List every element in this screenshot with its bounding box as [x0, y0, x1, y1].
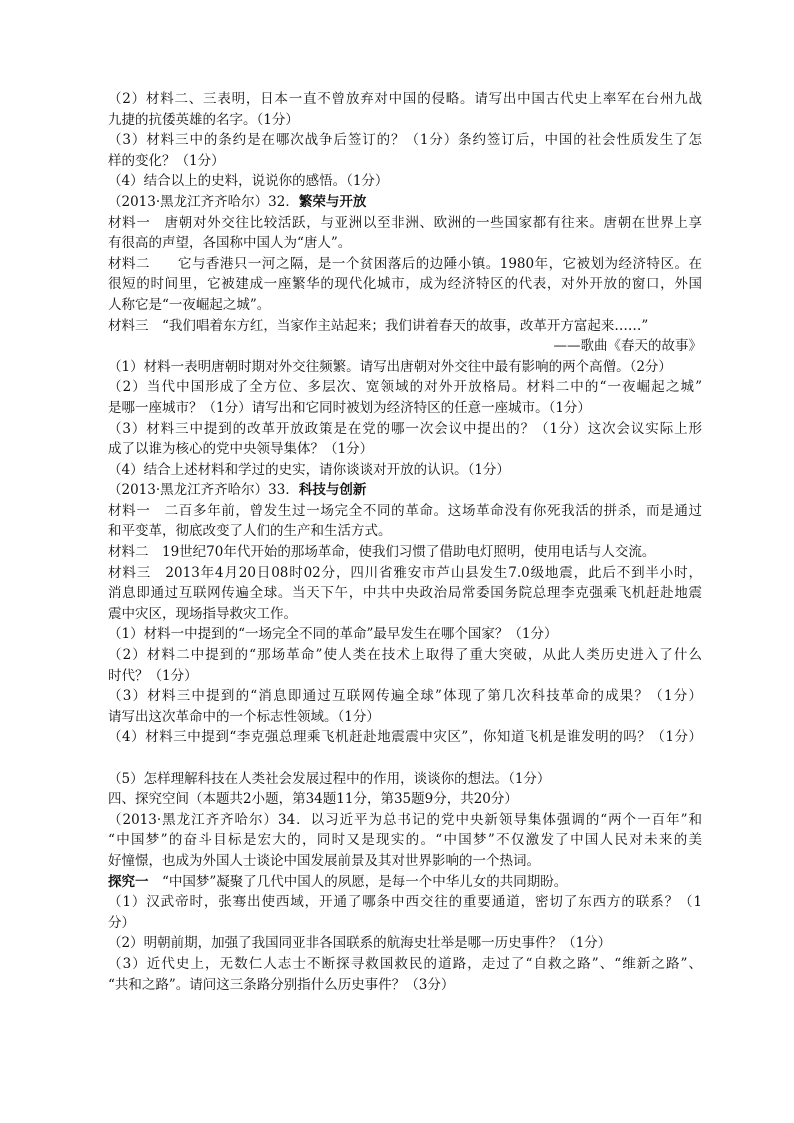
- line-text: “中国梦”凝聚了几代中国人的夙愿，是每一个中华儿女的共同期盼。: [148, 873, 568, 890]
- text-line: [108, 213, 702, 234]
- text-line: [108, 357, 702, 378]
- text-line: [108, 151, 702, 172]
- question-source: （2013·黑龙江齐齐哈尔）32．: [108, 193, 299, 210]
- line-text: “中国梦”的奋斗目标是宏大的，同时又是现实的。“中国梦”不仅激发了中国人民对未来的美: [108, 832, 702, 849]
- text-line: [108, 110, 702, 131]
- text-line: [108, 830, 702, 851]
- line-text: （3）材料三中提到的改革开放政策是在党的哪一次会议中提出的？（1分）这次会议实际上形: [108, 420, 702, 437]
- line-text: （1）材料一中提到的“一场完全不同的革命”最早发生在哪个国家？（1分）: [108, 626, 558, 643]
- line-text: （4）结合上述材料和学过的史实，请你谈谈对开放的认识。（1分）: [108, 461, 510, 478]
- question-topic: 繁荣与开放: [298, 193, 367, 210]
- text-line: [108, 377, 702, 398]
- text-line: [108, 542, 702, 563]
- line-text: 分）: [108, 914, 135, 931]
- text-line: [108, 254, 702, 275]
- text-line: [108, 130, 702, 151]
- text-line: [108, 686, 702, 707]
- line-text: （3）材料三中提到的“消息即通过互联网传遍全球”体现了第几次科技革命的成果？（1分）: [108, 688, 702, 705]
- text-line: [108, 233, 702, 254]
- line-text: 是哪一座城市？（1分）请写出和它同时被划为经济特区的任意一座城市。（1分）: [108, 399, 591, 416]
- question-source: （2013·黑龙江齐齐哈尔）33．: [108, 482, 299, 499]
- line-text: 成了以谁为核心的党中央领导集体？（1分）: [108, 441, 374, 458]
- text-line: [108, 419, 702, 440]
- line-text: （1）材料一表明唐朝时期对外交往频繁。请写出唐朝对外交往中最有影响的两个高僧。（2分）: [108, 358, 672, 375]
- line-text: （2）当代中国形成了全方位、多层次、宽领域的对外开放格局。材料二中的“一夜崛起之城”: [108, 379, 702, 396]
- line-text: “共和之路”。请问这三条路分别指什么历史事件？（3分）: [108, 976, 455, 993]
- line-text: （4）结合以上的史料，说说你的感悟。（1分）: [108, 173, 389, 190]
- line-text: 有很高的声望，各国称中国人为“唐人”。: [108, 235, 352, 252]
- line-text: 时代？（1分）: [108, 667, 198, 684]
- text-line: [108, 336, 702, 357]
- line-text: 材料三 2013年4月20日08时02分，四川省雅安市芦山县发生7.0级地震，此后不到半小时，: [108, 564, 702, 581]
- text-line: [108, 624, 702, 645]
- line-text: （2）明朝前期，加强了我国同亚非各国联系的航海史壮举是哪一历史事件？（1分）: [108, 935, 612, 952]
- text-line: [108, 954, 702, 975]
- line-text: 样的变化？（1分）: [108, 152, 225, 169]
- text-line: [108, 192, 702, 213]
- text-line: [108, 645, 702, 666]
- text-line: [108, 851, 702, 872]
- line-text: 震中灾区，现场指导救灾工作。: [108, 605, 297, 622]
- line-text: 材料一 唐朝对外交往比较活跃，与亚洲以至非洲、欧洲的一些国家都有往来。唐朝在世界上享: [108, 214, 702, 231]
- line-text: 材料二 它与香港只一河之隔，是一个贫困落后的边陲小镇。1980年，它被划为经济特区。在: [108, 255, 702, 272]
- text-line: [108, 933, 702, 954]
- text-line: [108, 89, 702, 110]
- line-text: 很短的时间里，它被建成一座繁华的现代化城市，成为经济特区的代表，对外开放的窗口，外国: [108, 276, 702, 293]
- line-text: 和平变革，彻底改变了人们的生产和生活方式。: [108, 523, 392, 540]
- line-text: （3）近代史上，无数仁人志士不断探寻救国救民的道路，走过了“自救之路”、“维新之路”、: [108, 955, 702, 972]
- text-line: [108, 975, 702, 996]
- line-text: （2013·黑龙江齐齐哈尔）34．以习近平为总书记的党中央新领导集体强调的“两个一百年”和: [108, 811, 702, 828]
- line-text: ——歌曲《春天的故事》: [553, 338, 702, 355]
- text-line: [108, 501, 702, 522]
- text-line: [108, 789, 702, 810]
- explore-label: 探究一: [108, 873, 149, 890]
- line-text: 好憧憬，也成为外国人士谈论中国发展前景及其对世界影响的一个热词。: [108, 852, 540, 869]
- text-line: [108, 460, 702, 481]
- line-text: 材料二 19世纪70年代开始的那场革命，使我们习惯了借助电灯照明，使用电话与人交流。: [108, 544, 656, 561]
- text-line: [108, 892, 702, 913]
- text-line: [108, 748, 702, 769]
- text-line: [108, 666, 702, 687]
- line-text: （2）材料二中提到的“那场革命”使人类在技术上取得了重大突破，从此人类历史进入了什么: [108, 647, 702, 664]
- text-line: [108, 171, 702, 192]
- line-text: 请写出这次革命中的一个标志性领域。（1分）: [108, 708, 380, 725]
- line-text: 材料一 二百多年前，曾发生过一场完全不同的革命。这场革命没有你死我活的拼杀，而是通过: [108, 502, 702, 519]
- line-text: （1）汉武帝时，张骞出使西域，开通了哪条中西交往的重要通道，密切了东西方的联系？（1: [108, 894, 702, 911]
- line-text: （3）材料三中的条约是在哪次战争后签订的？（1分）条约签订后，中国的社会性质发生了怎: [108, 132, 702, 149]
- line-text: 消息即通过互联网传遍全球。当天下午，中共中央政治局常委国务院总理李克强乘飞机赶赴地震: [108, 585, 702, 602]
- line-text: （5）怎样理解科技在人类社会发展过程中的作用，谈谈你的想法。（1分）: [108, 770, 551, 787]
- line-text: 九捷的抗倭英雄的名字。（1分）: [108, 111, 299, 128]
- text-line: [108, 604, 702, 625]
- text-line: [108, 295, 702, 316]
- text-line: [108, 521, 702, 542]
- text-line: [108, 439, 702, 460]
- text-line: [108, 563, 702, 584]
- text-line: [108, 707, 702, 728]
- text-line: [108, 727, 702, 748]
- text-line: [108, 810, 702, 831]
- question-topic: 科技与创新: [298, 482, 367, 499]
- text-line: [108, 274, 702, 295]
- line-text: （2）材料二、三表明，日本一直不曾放弃对中国的侵略。请写出中国古代史上率军在台州九战: [108, 91, 702, 107]
- text-line: [108, 913, 702, 934]
- line-text: 人称它是“一夜崛起之城”。: [108, 296, 271, 313]
- text-line: [108, 583, 702, 604]
- text-line: [108, 480, 702, 501]
- text-line: [108, 769, 702, 790]
- line-text: 材料三 “我们唱着东方红，当家作主站起来；我们讲着春天的故事，改革开方富起来……”: [108, 317, 649, 334]
- text-line: [108, 872, 702, 893]
- text-line: [108, 316, 702, 337]
- line-text: 四、探究空间（本题共2小题，第34题11分，第35题9分，共20分）: [108, 791, 518, 808]
- text-line: [108, 398, 702, 419]
- line-text: （4）材料三中提到“李克强总理乘飞机赶赴地震震中灾区”，你知道飞机是谁发明的吗？（1分）: [108, 729, 702, 746]
